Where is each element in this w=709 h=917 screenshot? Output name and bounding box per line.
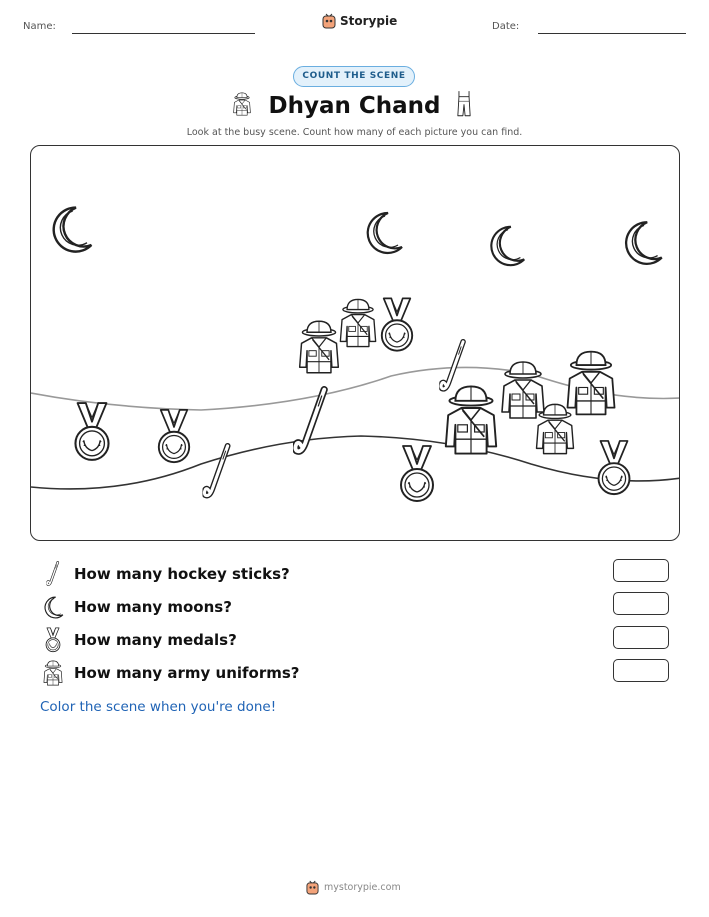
question-hockey-sticks — [40, 561, 290, 587]
moon-icon — [40, 594, 66, 620]
activity-badge: COUNT THE SCENE — [293, 66, 415, 87]
instructions: Look at the busy scene. Count how many of each picture you can find. — [186, 127, 523, 138]
answer-box-hockey-sticks[interactable] — [613, 559, 669, 582]
question-text: How many medals? — [74, 631, 237, 649]
footer — [306, 880, 401, 895]
medal-icon — [378, 296, 416, 354]
question-medals — [40, 627, 237, 653]
storypie-mascot-icon — [322, 13, 336, 29]
medal-icon — [71, 401, 113, 463]
medal-icon — [40, 627, 66, 653]
army-uniform-icon — [337, 296, 379, 350]
busy-scene — [30, 145, 680, 541]
storypie-mascot-icon — [306, 880, 319, 895]
army-uniform-icon — [533, 401, 577, 457]
question-text: How many moons? — [74, 598, 232, 616]
question-text: How many army uniforms? — [74, 664, 300, 682]
hockey-stick-icon — [283, 386, 339, 458]
moon-icon — [358, 207, 408, 257]
name-label: Name: — [23, 21, 56, 32]
question-army-uniforms — [40, 660, 300, 686]
question-text: How many hockey sticks? — [74, 565, 290, 583]
hockey-stick-icon — [431, 339, 475, 394]
medal-icon — [155, 408, 193, 465]
medal-icon — [594, 439, 634, 497]
answer-box-moons[interactable] — [613, 592, 669, 615]
footer-url[interactable]: mystorypie.com — [324, 882, 401, 893]
brand-logo — [322, 13, 397, 29]
overalls-icon — [455, 90, 473, 118]
question-moons — [40, 594, 232, 620]
name-line[interactable] — [72, 33, 255, 34]
answer-box-army-uniforms[interactable] — [613, 659, 669, 682]
page-title: Dhyan Chand — [268, 93, 441, 119]
moon-icon — [616, 216, 668, 268]
army-uniform-icon — [296, 318, 342, 376]
army-uniform-icon — [441, 383, 501, 457]
hockey-stick-icon — [195, 443, 239, 501]
date-line[interactable] — [538, 33, 686, 34]
army-uniform-icon — [40, 660, 66, 686]
moon-icon — [43, 201, 98, 256]
brand-name: Storypie — [340, 14, 398, 28]
moon-icon — [482, 221, 530, 269]
medal-icon — [397, 443, 437, 505]
closing-note: Color the scene when you're done! — [40, 699, 277, 715]
hockey-stick-icon — [40, 561, 66, 587]
date-label: Date: — [492, 21, 520, 32]
answer-box-medals[interactable] — [613, 626, 669, 649]
